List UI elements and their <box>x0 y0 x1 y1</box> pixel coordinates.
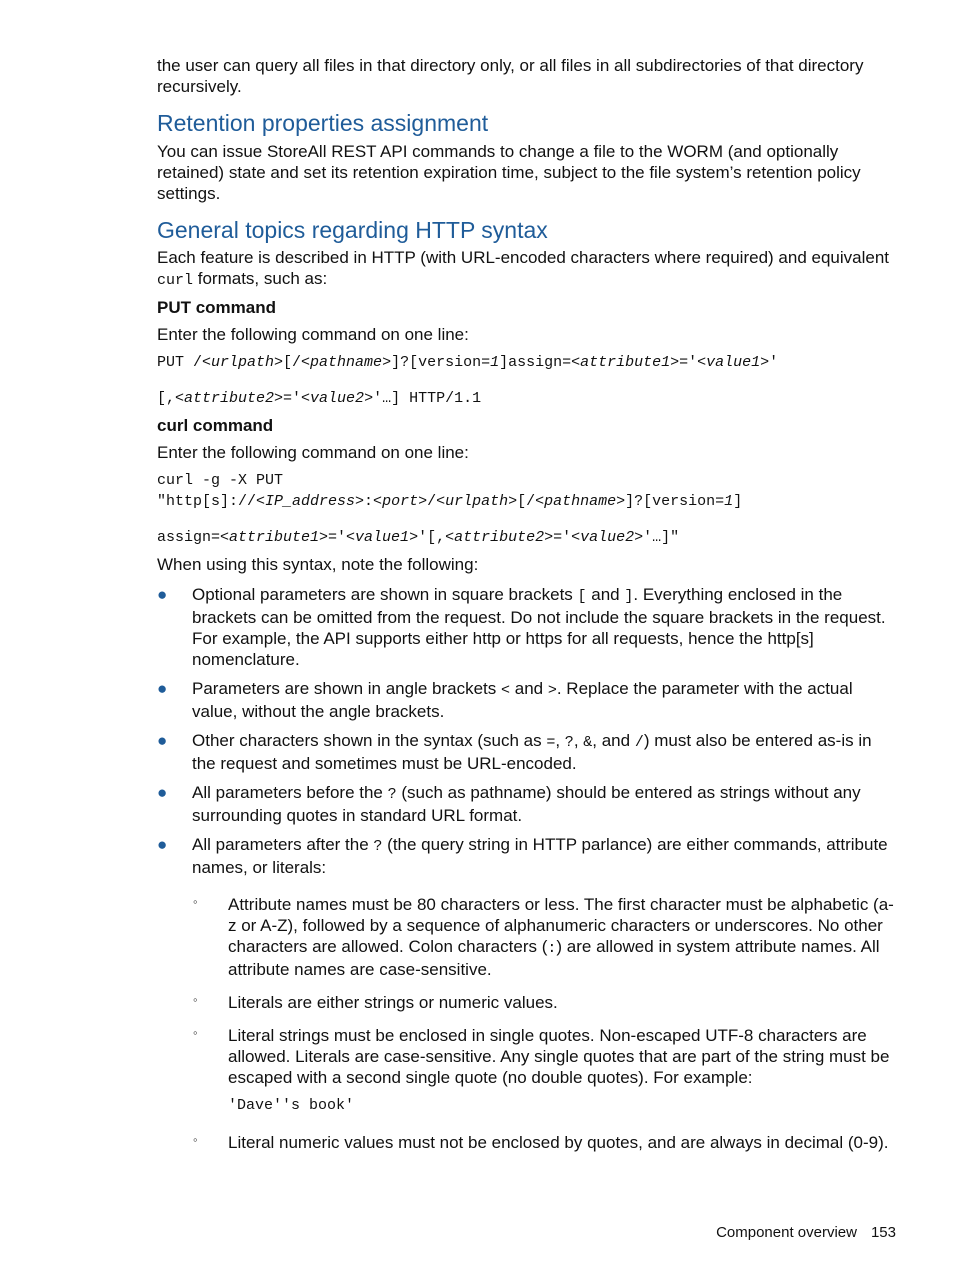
sub-bullet-text: Literal numeric values must not be enclosed by quotes, and are always in decimal (0-9). <box>228 1133 889 1152</box>
curl-command-code-line3: assign=<attribute1>='<value1>'[,<attribute2>='<value2>'…]" <box>157 529 680 546</box>
inline-code: ? <box>387 786 397 803</box>
bullet-text: , and <box>592 731 635 750</box>
bullet-text: . Everything enclosed in the brackets can be omitted from the request. Do not include the square brackets in the request. For example, the API supports either http or https for all requests, hence the http[s] nomenclature. <box>192 585 886 669</box>
inline-code: & <box>583 734 593 751</box>
inline-code: < <box>501 682 511 699</box>
put-command-code: PUT /<urlpath>[/<pathname>]?[version=1]assign=<attribute1>='<value1>' <box>157 354 779 371</box>
heading-retention-properties: Retention properties assignment <box>157 110 489 136</box>
list-item <box>157 782 899 826</box>
inline-code: > <box>547 682 557 699</box>
curl-instruction: Enter the following command on one line: <box>157 443 469 462</box>
curl-command-label: curl command <box>157 416 274 435</box>
bullet-text: Optional parameters are shown in square brackets <box>192 585 578 604</box>
page-content <box>157 55 899 1165</box>
inline-code: [ <box>577 588 587 605</box>
bullet-text: . Replace the parameter with the actual value, without the angle brackets. <box>192 679 853 721</box>
heading-http-syntax: General topics regarding HTTP syntax <box>157 217 548 243</box>
http-syntax-paragraph <box>157 247 899 291</box>
bullet-icon: ● <box>157 731 168 750</box>
bullet-text: (the query string in HTTP parlance) are either commands, attribute names, or literals: <box>192 835 888 877</box>
list-item <box>157 584 899 670</box>
sub-bullet-text: Literal strings must be enclosed in single quotes. Non-escaped UTF-8 characters are allowed. Literals are case-sensitive. Any single quotes that are part of the string must be escaped with a second single quote (no double quotes). For example: <box>228 1026 890 1087</box>
list-item <box>157 678 899 722</box>
bullet-icon: ● <box>157 585 168 604</box>
bullet-icon: ● <box>157 679 168 698</box>
bullet-text: , <box>573 731 584 750</box>
list-item <box>157 894 899 980</box>
example-code: 'Dave''s book' <box>228 1097 355 1114</box>
bullet-text: , <box>555 731 565 750</box>
inline-code: ? <box>373 838 383 855</box>
page-number: 153 <box>870 1224 896 1241</box>
bullet-text: Parameters are shown in angle brackets <box>192 679 501 698</box>
bullet-text: All parameters after the <box>192 835 374 854</box>
inline-code: ] <box>624 588 634 605</box>
circle-bullet-icon: ◦ <box>193 992 198 1007</box>
footer-section-title: Component overview <box>716 1224 857 1241</box>
put-command-code-line2: [,<attribute2>='<value2>'…] HTTP/1.1 <box>157 390 482 407</box>
circle-bullet-icon: ◦ <box>193 1025 198 1040</box>
http-syntax-text-1: Each feature is described in HTTP (with URL-encoded characters where required) and equivalent <box>157 248 890 267</box>
bullet-icon: ● <box>157 783 168 802</box>
circle-bullet-icon: ◦ <box>193 1132 198 1147</box>
bullet-text: and <box>510 679 548 698</box>
put-command-label: PUT command <box>157 298 277 317</box>
list-item <box>157 992 899 1013</box>
inline-code: : <box>547 940 557 957</box>
bullet-icon: ● <box>157 835 168 854</box>
sub-bullet-text: Literals are either strings or numeric values. <box>228 993 558 1012</box>
inline-code: / <box>634 734 644 751</box>
put-instruction: Enter the following command on one line: <box>157 325 469 344</box>
query-string-rules-list <box>157 894 899 1153</box>
list-item <box>157 834 899 878</box>
list-item <box>157 1132 899 1153</box>
http-syntax-text-2: formats, such as: <box>193 269 328 288</box>
list-item <box>157 1025 899 1116</box>
curl-inline-code: curl <box>157 272 194 289</box>
bullet-text: All parameters before the <box>192 783 388 802</box>
page-footer <box>716 1222 896 1243</box>
list-item <box>157 730 899 774</box>
bullet-text: (such as pathname) should be entered as strings without any surrounding quotes in standard URL format. <box>192 783 861 825</box>
curl-command-code: curl -g -X PUT "http[s]://<IP_address>:<port>/<urlpath>[/<pathname>]?[version=1] <box>157 472 743 510</box>
inline-code: ? <box>564 734 574 751</box>
circle-bullet-icon: ◦ <box>193 894 198 909</box>
bullet-text: Other characters shown in the syntax (such as <box>192 731 547 750</box>
inline-code: = <box>546 734 556 751</box>
syntax-notes-list <box>157 584 899 878</box>
sub-bullet-text: Attribute names must be 80 characters or less. The first character must be alphabetic (a-z or A-Z), followed by a sequence of alphanumeric characters or underscores. No other characters are allowed. Colon characters ( <box>228 895 894 956</box>
note-intro: When using this syntax, note the following: <box>157 555 479 574</box>
retention-paragraph: You can issue StoreAll REST API commands to change a file to the WORM (and optionally retained) state and set its retention expiration time, subject to the file system’s retention policy settings. <box>157 142 861 203</box>
bullet-text: and <box>586 585 625 604</box>
sub-bullet-text: ) are allowed in system attribute names. All attribute names are case-sensitive. <box>228 937 880 979</box>
bullet-text: ) must also be entered as-is in the request and sometimes must be URL-encoded. <box>192 731 872 773</box>
intro-paragraph: the user can query all files in that directory only, or all files in all subdirectories of that directory recursively. <box>157 56 864 96</box>
